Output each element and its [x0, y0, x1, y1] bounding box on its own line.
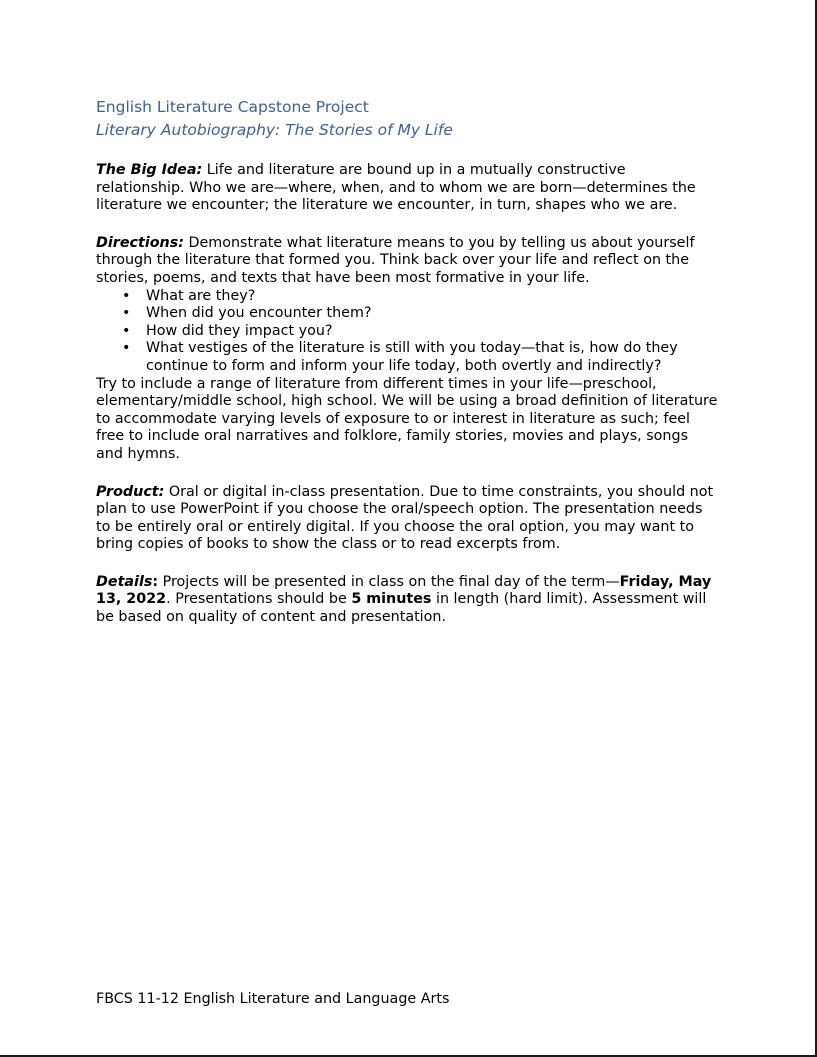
bullet-icon: • [122, 340, 131, 357]
spacer [96, 554, 718, 574]
bullet-icon: • [122, 305, 131, 322]
list-item-label: How did they impact you? [146, 322, 333, 339]
spacer [96, 215, 718, 235]
details-duration: 5 minutes [351, 591, 432, 608]
directions-closing-paragraph: Try to include a range of literature from different times in your life—preschool, elementary/middle school, high school. We will be using a broad definition of literature to accommodate varying levels of exposure to or interest in literature as such; feel free to include oral narratives and folklore, family stories, movies and plays, songs and hymns. [96, 375, 718, 462]
details-body-2: . Presentations should be [166, 591, 352, 608]
details-body-3: in length (hard limit). Assessment will be based on quality of content and presentation. [96, 591, 707, 626]
directions-body: Demonstrate what literature means to you by telling us about yourself through the literature that formed you. Think back over your life and reflect on the stories, poems, and texts that have been most formative in your life. [96, 234, 695, 286]
list-item-label: What are they? [146, 287, 256, 304]
directions-bullet-list [96, 288, 718, 376]
section-product [96, 484, 718, 554]
list-item [96, 323, 718, 341]
product-body: Oral or digital in-class presentation. Due to time constraints, you should not plan to use PowerPoint if you choose the oral/speech option. The presentation needs to be entirely oral or entirely digital. If you choose the oral option, you may want to bring copies of books to show the class or to read excerpts from. [96, 483, 714, 553]
details-label-colon: : [152, 573, 159, 590]
section-big-idea [96, 162, 718, 215]
document-content [96, 96, 718, 627]
page-title: English Literature Capstone Project [96, 98, 369, 116]
list-item-label: When did you encounter them? [146, 305, 372, 322]
product-label: Product: [96, 483, 165, 500]
big-idea-body: Life and literature are bound up in a mutually constructive relationship. Who we are—where, when, and to whom we are born—determines the literature we encounter; the literature we encounter, in turn, shapes who we are. [96, 162, 696, 214]
list-item [96, 288, 718, 306]
bullet-icon: • [122, 322, 131, 339]
section-details [96, 574, 718, 627]
details-due-date: Friday, May 13, 2022 [96, 573, 712, 608]
big-idea-label: The Big Idea: [96, 162, 203, 178]
directions-label: Directions: [96, 234, 184, 251]
details-label: Details [96, 573, 153, 590]
list-item-label: What vestiges of the literature is still with you today—that is, how do they continue to form and inform your life today, both overtly and indirectly? [146, 340, 678, 374]
bullet-icon: • [122, 287, 131, 304]
spacer [96, 464, 718, 484]
list-item [96, 340, 718, 375]
details-body-1: Projects will be presented in class on the final day of the term— [158, 573, 620, 590]
section-directions [96, 235, 718, 288]
spacer [96, 142, 718, 162]
list-item [96, 305, 718, 323]
page-subtitle: Literary Autobiography: The Stories of My Life [96, 121, 453, 139]
page-footer: FBCS 11-12 English Literature and Language Arts [96, 991, 450, 1007]
